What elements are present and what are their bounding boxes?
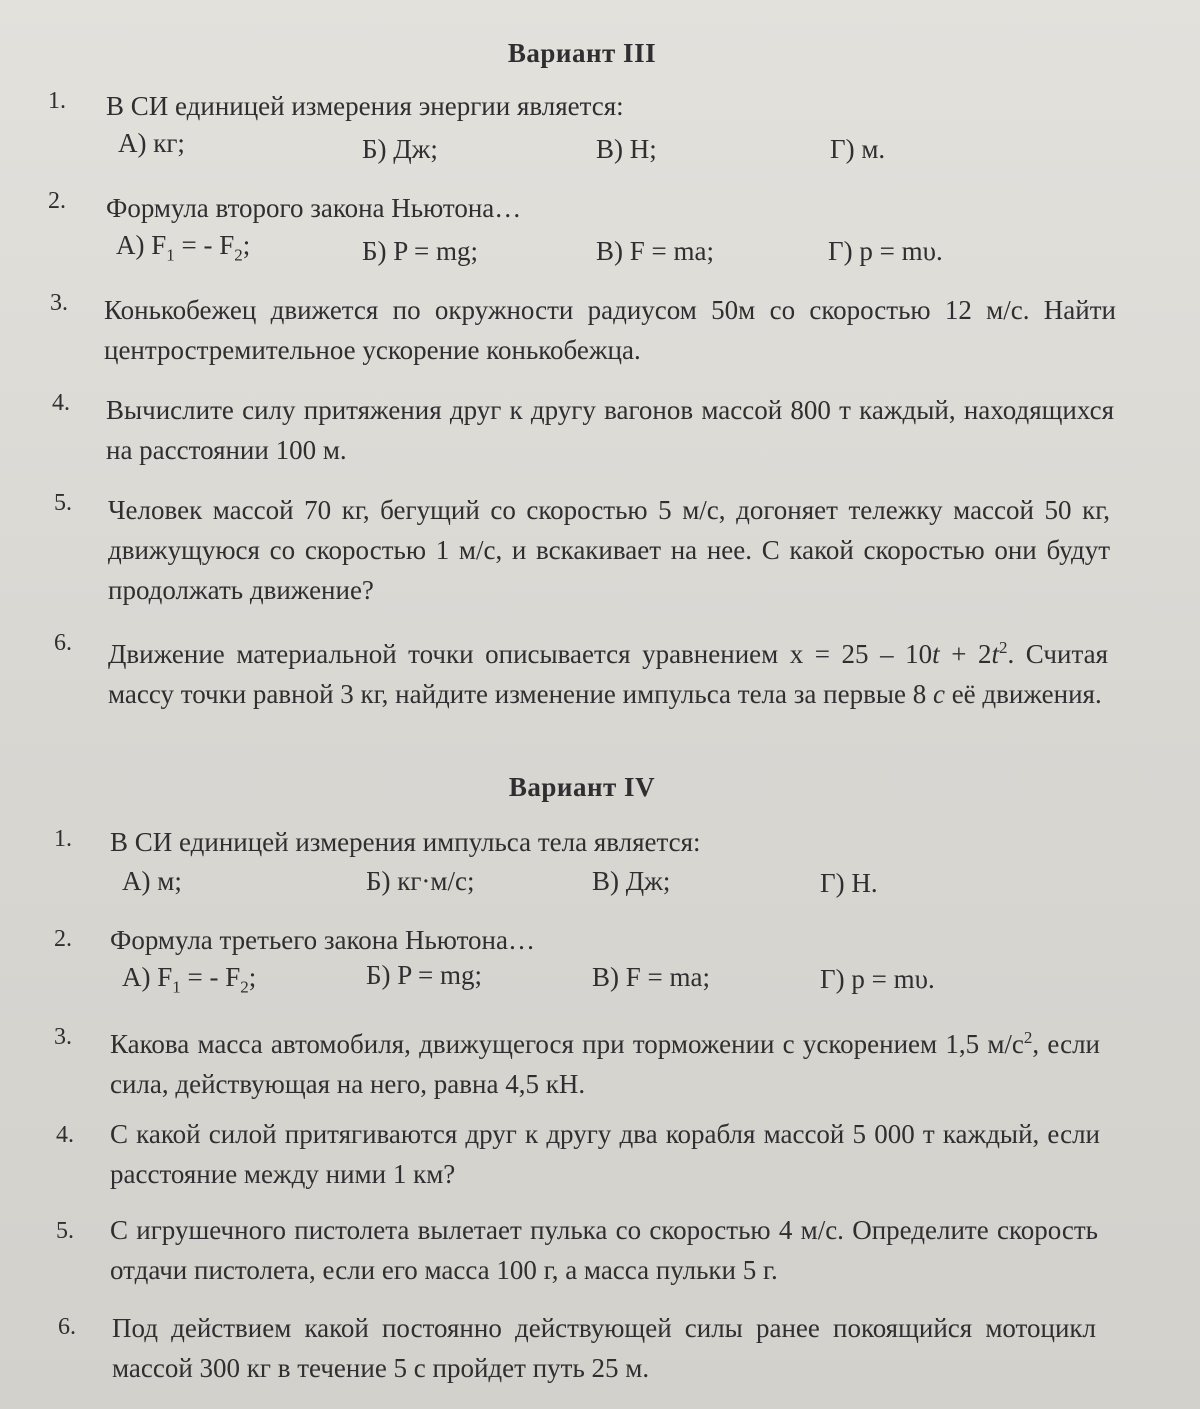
question-number: 1. (48, 88, 66, 114)
option-a: А) $F_1$ = - $F_2$; (116, 230, 251, 265)
question-text: Человек массой 70 кг, бегущий со скоростью 5 м/с, догоняет тележку массой 50 кг, движущуюся со скоростью 1 м/с, и вскакивает на нее. С какой скоростью они будут продолжать движение? (108, 495, 1110, 605)
question-number: 1. (54, 826, 72, 852)
option-d: Г) p = mυ. (820, 964, 935, 994)
option-b: Б) P = mg; (366, 960, 482, 990)
variant-4-title: Вариант IV (508, 772, 656, 802)
question-number: 2. (48, 188, 66, 214)
question-number: 5. (56, 1218, 74, 1244)
question-number: 6. (58, 1314, 76, 1340)
question-text: В СИ единицей измерения энергии является: (106, 91, 624, 121)
variant-3-title: Вариант III (507, 38, 657, 68)
question-text: Конькобежец движется по окружности радиусом 50м со скоростью 12 м/с. Найти центростремительное ускорение конькобежца. (104, 295, 1116, 365)
question-number: 3. (50, 290, 68, 316)
question-text: В СИ единицей измерения импульса тела является: (110, 827, 701, 857)
option-d: Г) м. (830, 134, 886, 164)
question-number: 3. (54, 1024, 72, 1050)
question-text: Под действием какой постоянно действующей силы ранее покоящийся мотоцикл массой 300 кг в течение 5 с пройдет путь 25 м. (112, 1313, 1096, 1383)
question-number: 5. (54, 490, 72, 516)
option-b: Б) кг·м/с; (366, 866, 475, 896)
question-number: 2. (54, 926, 72, 952)
question-text: Какова масса автомобиля, движущегося при торможении с ускорением 1,5 $м/с^2$, если сила, действующая на него, равна 4,5 кН. (110, 1028, 1100, 1099)
question-text: Движение материальной точки описывается уравнением $x = 25 - 10t + 2t^2$. Считая массу точки равной 3 кг, найдите изменение импульса тела за первые 8 с её движения. (108, 638, 1108, 709)
option-a: А) $F_1$ = - $F_2$; (122, 962, 257, 997)
option-c: В) Дж; (592, 866, 671, 896)
option-c: В) Н; (596, 134, 657, 164)
question-text: Формула третьего закона Ньютона… (110, 925, 535, 955)
question-number: 6. (54, 630, 72, 656)
question-text: С игрушечного пистолета вылетает пулька со скоростью 4 м/с. Определите скорость отдачи пистолета, если его масса 100 г, а масса пульки 5 г. (110, 1215, 1098, 1285)
question-text: Вычислите силу притяжения друг к другу вагонов массой 800 т каждый, находящихся на расстоянии 100 м. (106, 395, 1114, 465)
option-d: Г) p = mυ. (828, 236, 943, 266)
option-b: Б) P = mg; (362, 236, 478, 266)
option-c: В) F = ma; (596, 236, 714, 266)
question-number: 4. (56, 1122, 74, 1148)
question-number: 4. (52, 390, 70, 416)
option-d: Г) Н. (820, 868, 878, 898)
question-text: С какой силой притягиваются друг к другу два корабля массой 5 000 т каждый, если расстояние между ними 1 км? (110, 1119, 1100, 1189)
question-text: Формула второго закона Ньютона… (106, 193, 522, 223)
option-a: А) кг; (118, 128, 185, 158)
option-c: В) F = ma; (592, 962, 710, 992)
option-a: А) м; (122, 866, 182, 896)
option-b: Б) Дж; (362, 134, 438, 164)
